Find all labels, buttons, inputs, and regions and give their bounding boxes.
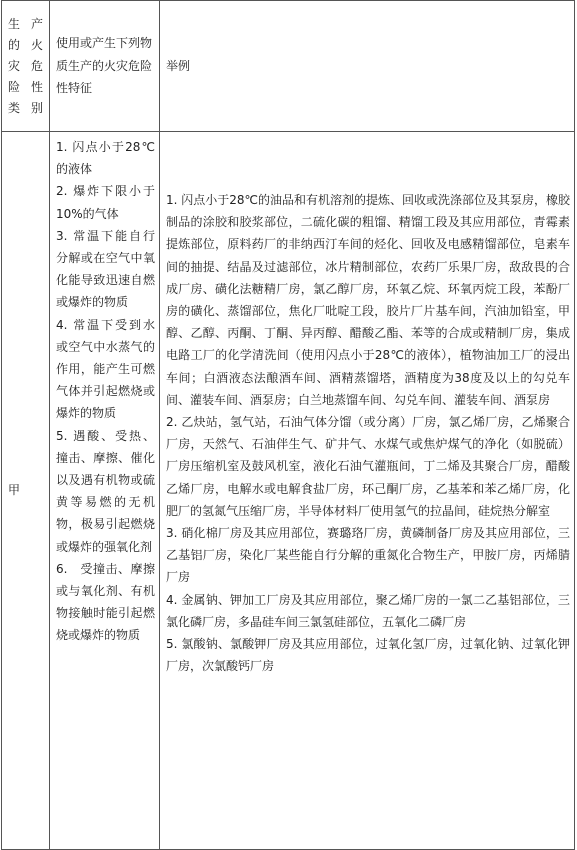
example-item: 4. 金属钠、钾加工厂房及其应用部位，聚乙烯厂房的一氯二乙基铝部位，三氯化磷厂房，多晶硅车间三氯氢硅部位，五氧化二磷厂房 xyxy=(166,592,570,629)
example-item: 3. 硝化棉厂房及其应用部位，赛璐珞厂房，黄磷制备厂房及其应用部位，三乙基铝厂房，染化厂某些能自行分解的重氮化合物生产，甲胺厂房，丙烯腈厂房 xyxy=(166,526,570,585)
criteria-item: 5. 遇酸、受热、撞击、摩擦、催化以及遇有机物或硫黄等易燃的无机物，极易引起燃烧或爆炸的强氧化剂 xyxy=(56,428,155,554)
header-category: 生产的火灾危险性类别 xyxy=(2,1,50,132)
criteria-item: 2. 爆炸下限小于10%的气体 xyxy=(56,184,155,221)
fire-hazard-table xyxy=(1,0,575,850)
criteria-item: 1. 闪点小于28℃的液体 xyxy=(56,140,155,177)
header-examples: 举例 xyxy=(160,1,575,132)
example-item: 2. 乙炔站，氢气站，石油气体分馏（或分离）厂房，氯乙烯厂房，乙烯聚合厂房，天然气、石油伴生气、矿井气、水煤气或焦炉煤气的净化（如脱硫）厂房压缩机室及鼓风机室，液化石油气灌瓶间，丁二烯及其聚合厂房，醋酸乙烯厂房，电解水或电解食盐厂房，环己酮厂房，乙基苯和苯乙烯厂房，化肥厂的氢氮气压缩厂房，半导体材料厂使用氢气的拉晶间，硅烷热分解室 xyxy=(166,415,570,518)
example-item: 1. 闪点小于28℃的油品和有机溶剂的提炼、回收或洗涤部位及其泵房，橡胶制品的涂胶和胶浆部位，二硫化碳的粗馏、精馏工段及其应用部位，青霉素提炼部位，原料药厂的非纳西汀车间的烃化、回收及电感精馏部位，皂素车间的抽提、结晶及过滤部位，冰片精制部位，农药厂乐果厂房，敌敌畏的合成厂房、磺化法糖精厂房，氯乙醇厂房，环氧乙烷、环氧丙烷工段，苯酚厂房的磺化、蒸馏部位，焦化厂吡啶工段，胶片厂片基车间，汽油加铅室，甲醇、乙醇、丙酮、丁酮、异丙醇、醋酸乙酯、苯等的合成或精制厂房，集成电路工厂的化学清洗间（使用闪点小于28℃的液体），植物油加工厂的浸出车间；白酒液态法酿酒车间、酒精蒸馏塔，酒精度为38度及以上的勾兑车间、灌装车间、酒泵房；白兰地蒸馏车间、勾兑车间、灌装车间、酒泵房 xyxy=(166,193,571,407)
hazard-class-cell: 甲 xyxy=(2,132,50,850)
table-header-row xyxy=(2,1,575,132)
criteria-item: 4. 常温下受到水或空气中水蒸气的作用，能产生可燃气体并引起燃烧或爆炸的物质 xyxy=(56,317,155,421)
table-row xyxy=(2,132,575,850)
header-characteristics: 使用或产生下列物质生产的火灾危险性特征 xyxy=(50,1,160,132)
examples-cell xyxy=(160,132,575,850)
example-item: 5. 氯酸钠、氯酸钾厂房及其应用部位，过氧化氢厂房，过氧化钠、过氧化钾厂房，次氯酸钙厂房 xyxy=(166,637,570,674)
criteria-cell xyxy=(50,132,160,850)
criteria-item: 6. 受撞击、摩擦或与氧化剂、有机物接触时能引起燃烧或爆炸的物质 xyxy=(56,561,155,643)
criteria-item: 3. 常温下能自行分解或在空气中氧化能导致迅速自燃或爆炸的物质 xyxy=(56,228,155,310)
